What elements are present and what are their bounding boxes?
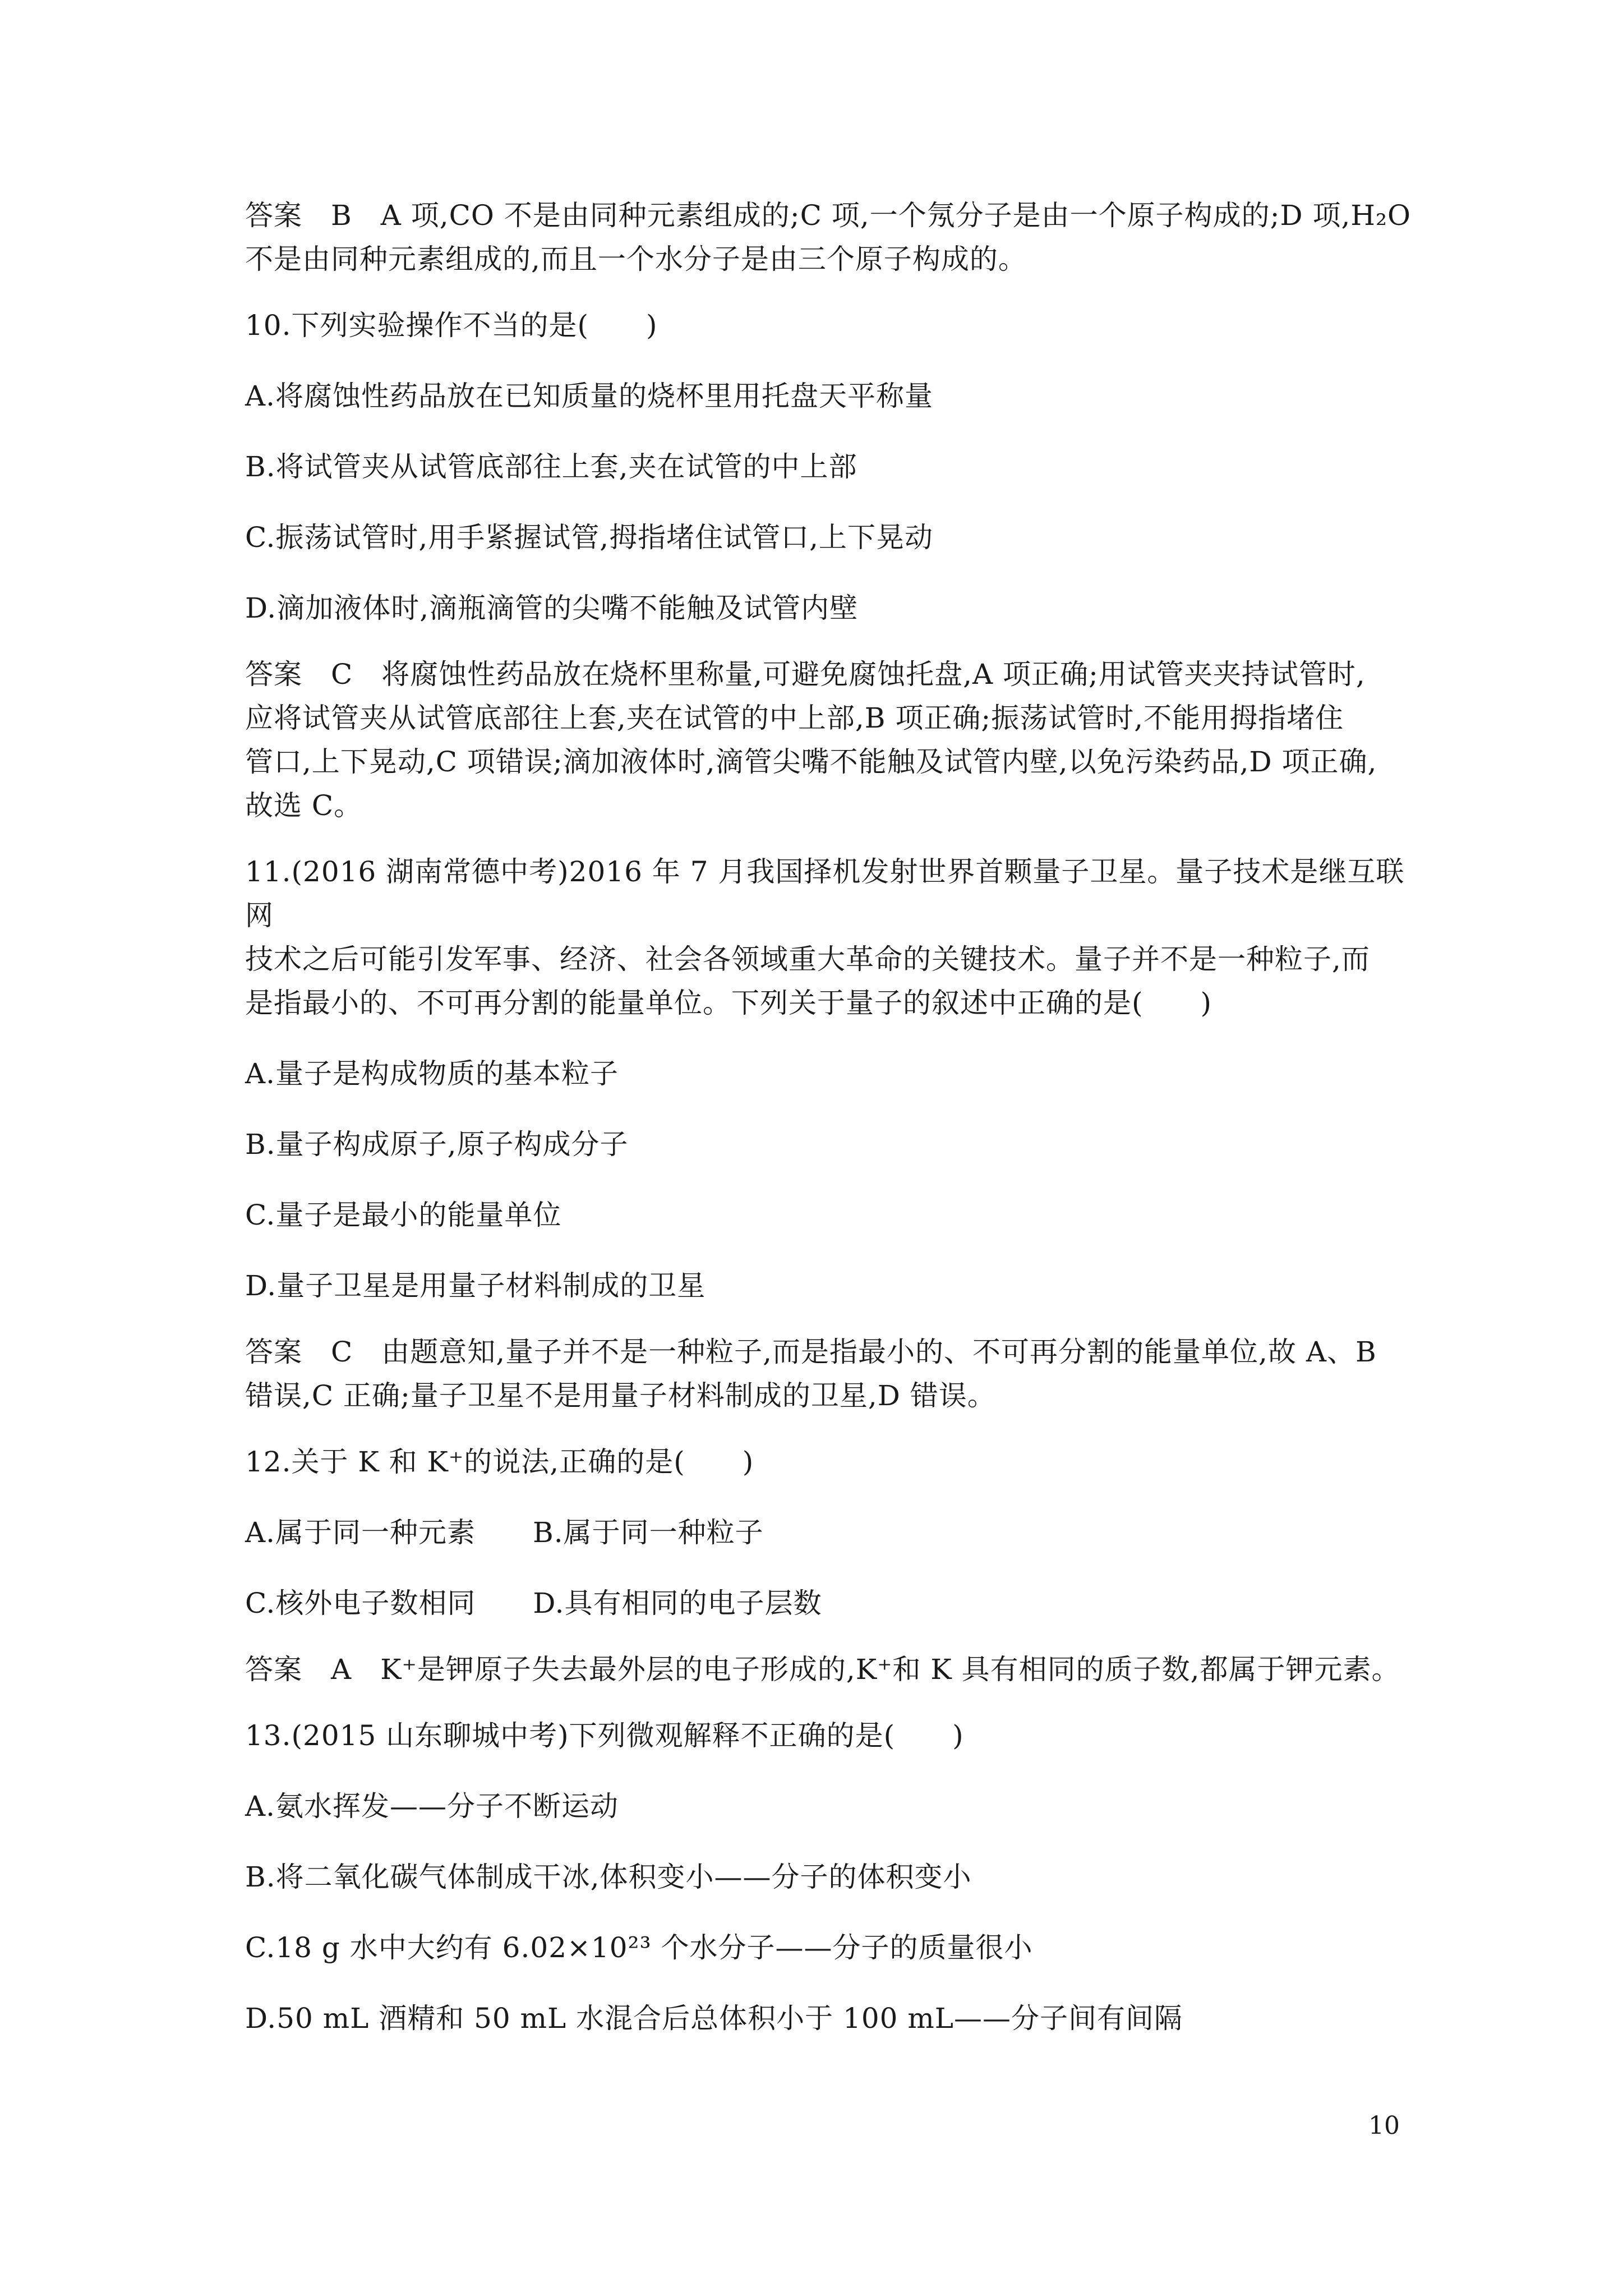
page-number: 10 — [1368, 2111, 1400, 2140]
question-12-options-cd: C.核外电子数相同 D.具有相同的电子层数 — [245, 1587, 822, 1619]
question-13-option-c: C.18 g 水中大约有 6.02×10²³ 个水分子——分子的质量很小 — [245, 1931, 1033, 1964]
answer-12: 答案 A K⁺是钾原子失去最外层的电子形成的,K⁺和 K 具有相同的质子数,都属于钾元素。 — [245, 1653, 1400, 1686]
answer-9-line-1: 答案 B A 项,CO 不是由同种元素组成的;C 项,一个氖分子是由一个原子构成的;D 项,H₂O — [245, 199, 1412, 232]
question-10-option-b: B.将试管夹从试管底部往上套,夹在试管的中上部 — [245, 450, 857, 483]
page-content — [245, 194, 1412, 2040]
question-11-line-1: 11.(2016 湖南常德中考)2016 年 7 月我国择机发射世界首颗量子卫星。量子技术是继互联网 — [245, 855, 1405, 932]
question-13-option-a: A.氨水挥发——分子不断运动 — [245, 1790, 619, 1823]
question-11-line-3: 是指最小的、不可再分割的能量单位。下列关于量子的叙述中正确的是( ) — [245, 987, 1212, 1019]
answer-10-line-4: 故选 C。 — [245, 789, 363, 822]
question-11-option-a: A.量子是构成物质的基本粒子 — [245, 1057, 619, 1090]
question-11-option-c: C.量子是最小的能量单位 — [245, 1199, 562, 1231]
answer-10-line-1: 答案 C 将腐蚀性药品放在烧杯里称量,可避免腐蚀托盘,A 项正确;用试管夹夹持试管时, — [245, 658, 1366, 691]
question-13-option-b: B.将二氧化碳气体制成干冰,体积变小——分子的体积变小 — [245, 1861, 972, 1893]
question-12-options-ab: A.属于同一种元素 B.属于同一种粒子 — [245, 1516, 764, 1549]
answer-9-line-2: 不是由同种元素组成的,而且一个水分子是由三个原子构成的。 — [245, 243, 1027, 275]
answer-11-line-1: 答案 C 由题意知,量子并不是一种粒子,而是指最小的、不可再分割的能量单位,故 A、B — [245, 1336, 1377, 1368]
question-10-option-a: A.将腐蚀性药品放在已知质量的烧杯里用托盘天平称量 — [245, 380, 934, 412]
question-10-option-d: D.滴加液体时,滴瓶滴管的尖嘴不能触及试管内壁 — [245, 592, 859, 624]
answer-11-line-2: 错误,C 正确;量子卫星不是用量子材料制成的卫星,D 错误。 — [245, 1379, 996, 1412]
answer-10-line-2: 应将试管夹从试管底部往上套,夹在试管的中上部,B 项正确;振荡试管时,不能用拇指堵住 — [245, 702, 1344, 734]
question-11-option-d: D.量子卫星是用量子材料制成的卫星 — [245, 1269, 706, 1302]
question-12: 12.关于 K 和 K⁺的说法,正确的是( ) — [245, 1446, 754, 1478]
question-11-option-b: B.量子构成原子,原子构成分子 — [245, 1128, 629, 1161]
question-13: 13.(2015 山东聊城中考)下列微观解释不正确的是( ) — [245, 1719, 964, 1752]
question-10: 10.下列实验操作不当的是( ) — [245, 309, 658, 342]
question-13-option-d: D.50 mL 酒精和 50 mL 水混合后总体积小于 100 mL——分子间有间隔 — [245, 2002, 1183, 2035]
answer-10-line-3: 管口,上下晃动,C 项错误;滴加液体时,滴管尖嘴不能触及试管内壁,以免污染药品,D 项正确, — [245, 746, 1377, 778]
question-10-option-c: C.振荡试管时,用手紧握试管,拇指堵住试管口,上下晃动 — [245, 521, 934, 554]
question-11-line-2: 技术之后可能引发军事、经济、社会各领域重大革命的关键技术。量子并不是一种粒子,而 — [245, 943, 1370, 976]
